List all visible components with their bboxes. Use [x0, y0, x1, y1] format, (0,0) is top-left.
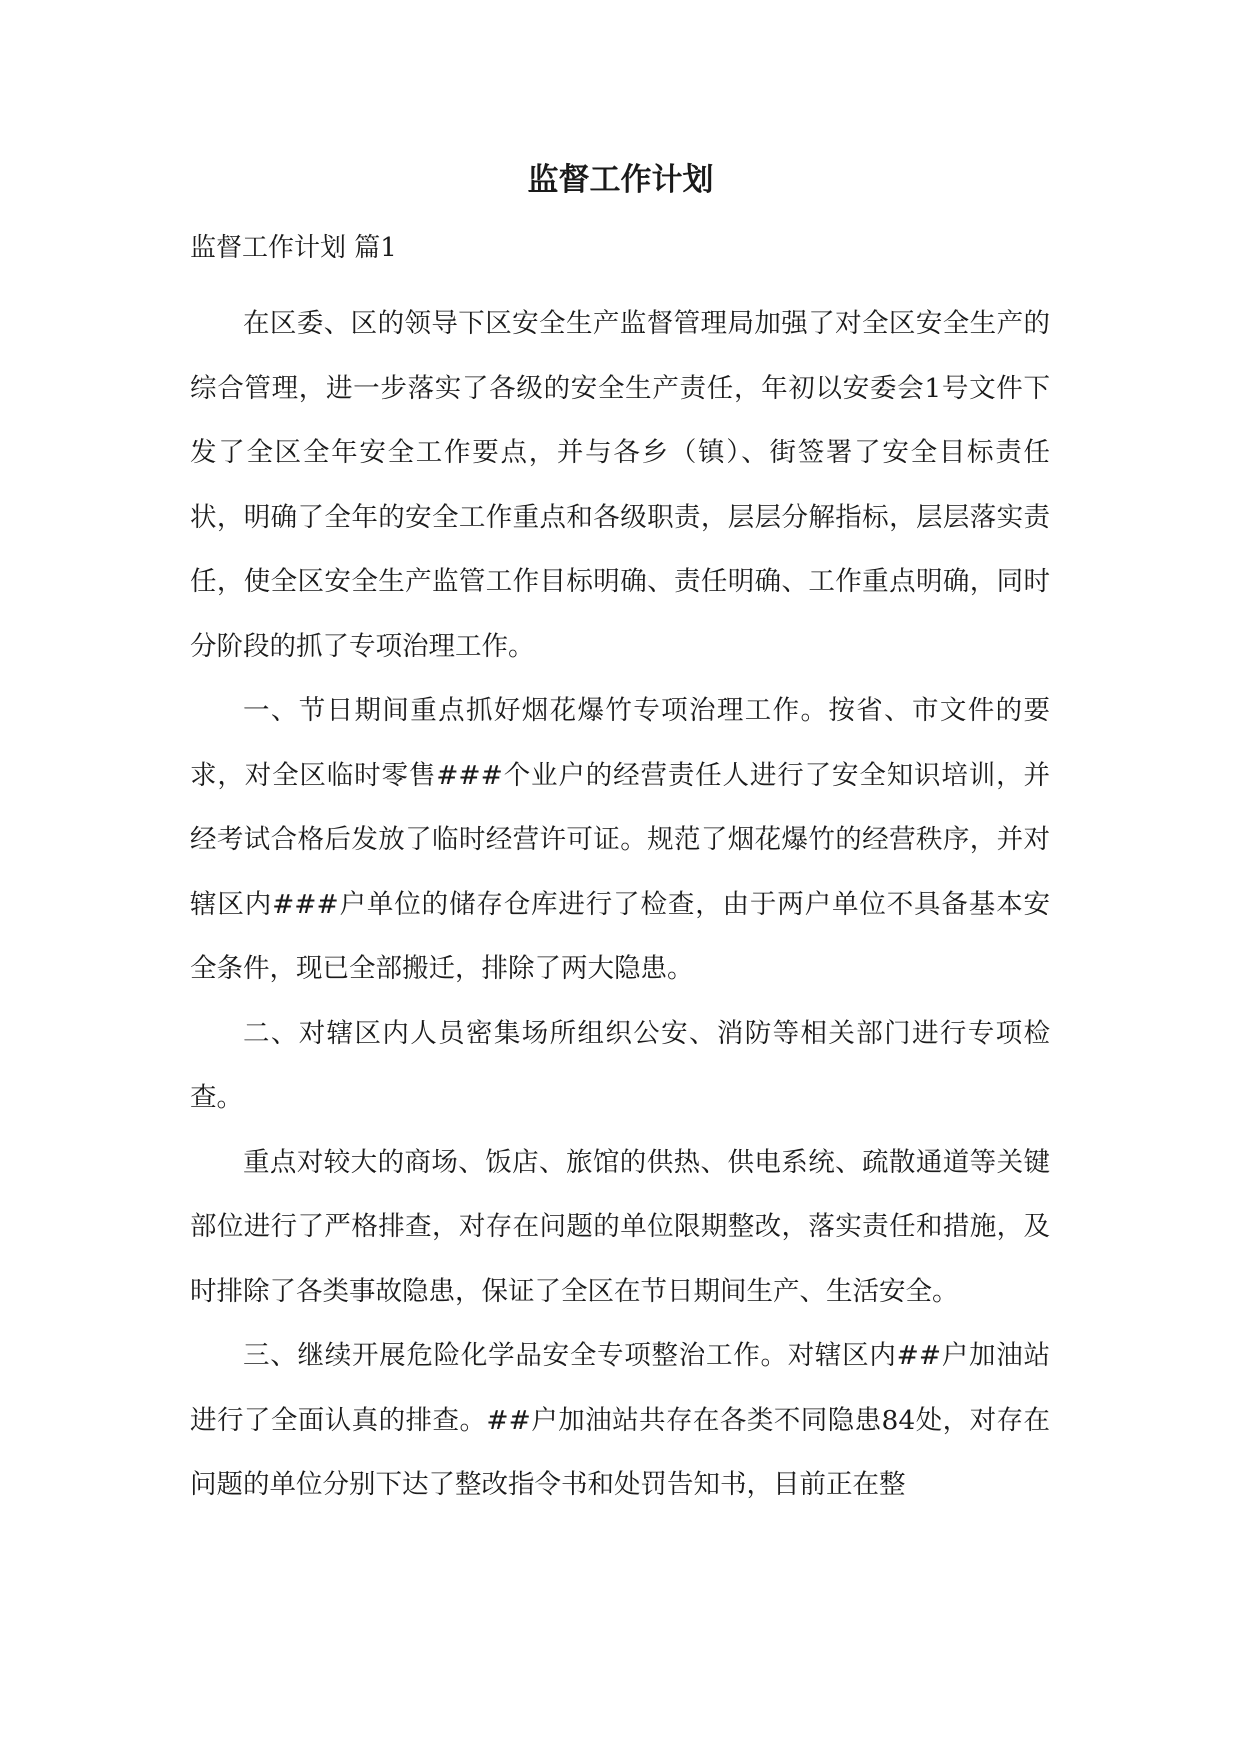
document-body [190, 292, 1050, 1518]
document-subtitle: 监督工作计划 篇1 [190, 233, 397, 263]
paragraph-key-inspection: 重点对较大的商场、饭店、旅馆的供热、供电系统、疏散通道等关键部位进行了严格排查，对存在问题的单位限期整改，落实责任和措施，及时排除了各类事故隐患，保证了全区在节日期间生产、生活安全。 [190, 1146, 1050, 1307]
paragraph-hazardous-chemicals: 三、继续开展危险化学品安全专项整治工作。对辖区内##户加油站进行了全面认真的排查。##户加油站共存在各类不同隐患84处，对存在问题的单位分别下达了整改指令书和处罚告知书，目前正在整 [190, 1340, 1050, 1500]
document-title: 监督工作计划 [527, 162, 714, 198]
paragraph-crowded-venues: 二、对辖区内人员密集场所组织公安、消防等相关部门进行专项检查。 [190, 1017, 1050, 1113]
paragraph-fireworks: 一、节日期间重点抓好烟花爆竹专项治理工作。按省、市文件的要求，对全区临时零售###个业户的经营责任人进行了安全知识培训，并经考试合格后发放了临时经营许可证。规范了烟花爆竹的经营秩序，并对辖区内###户单位的储存仓库进行了检查，由于两户单位不具备基本安全条件，现已全部搬迁，排除了两大隐患。 [190, 695, 1050, 984]
paragraph-intro: 在区委、区的领导下区安全生产监督管理局加强了对全区安全生产的综合管理，进一步落实了各级的安全生产责任，年初以安委会1号文件下发了全区全年安全工作要点，并与各乡（镇）、街签署了安全目标责任状，明确了全年的安全工作重点和各级职责，层层分解指标，层层落实责任，使全区安全生产监管工作目标明确、责任明确、工作重点明确，同时分阶段的抓了专项治理工作。 [190, 308, 1050, 662]
